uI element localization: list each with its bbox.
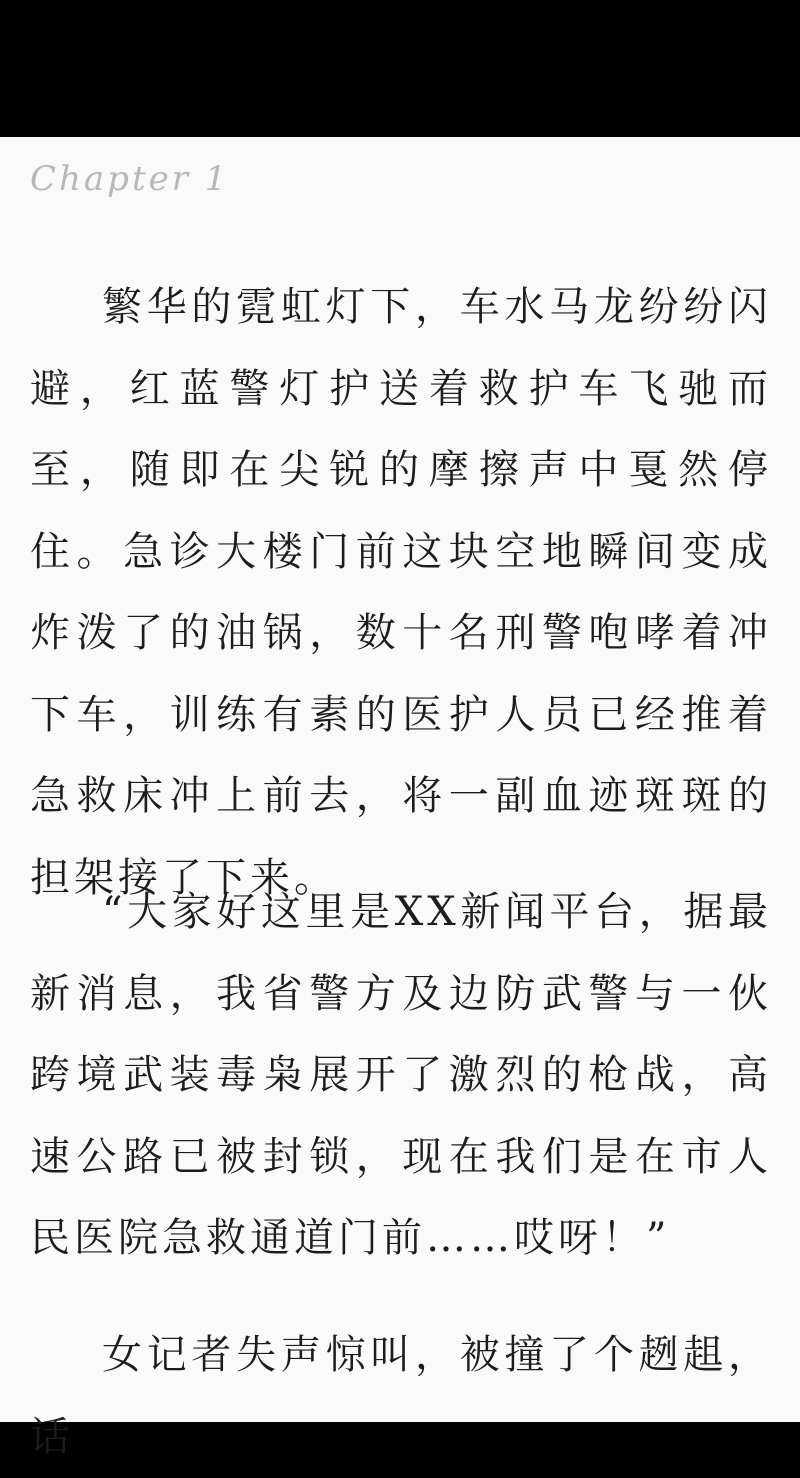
paragraph: 女记者失声惊叫，被撞了个趔趄，话	[30, 1332, 772, 1460]
reading-page[interactable]	[0, 137, 800, 1460]
chapter-title: Chapter 1	[30, 159, 230, 199]
paragraph: 繁华的霓虹灯下，车水马龙纷纷闪避，红蓝警灯护送着救护车飞驰而至，随即在尖锐的摩擦声中戛然停住。急诊大楼门前这块空地瞬间变成炸泼了的油锅，数十名刑警咆哮着冲下车，训练有素的医护人员已经推着急救床冲上前去，将一副血迹斑斑的担架接了下来。	[30, 284, 772, 901]
paragraph: “大家好这里是XX新闻平台，据最新消息，我省警方及边防武警与一伙跨境武装毒枭展开了激烈的枪战，高速公路已被封锁，现在我们是在市人民医院急救通道门前……哎呀！”	[30, 889, 772, 1261]
top-black-bar	[0, 0, 800, 137]
